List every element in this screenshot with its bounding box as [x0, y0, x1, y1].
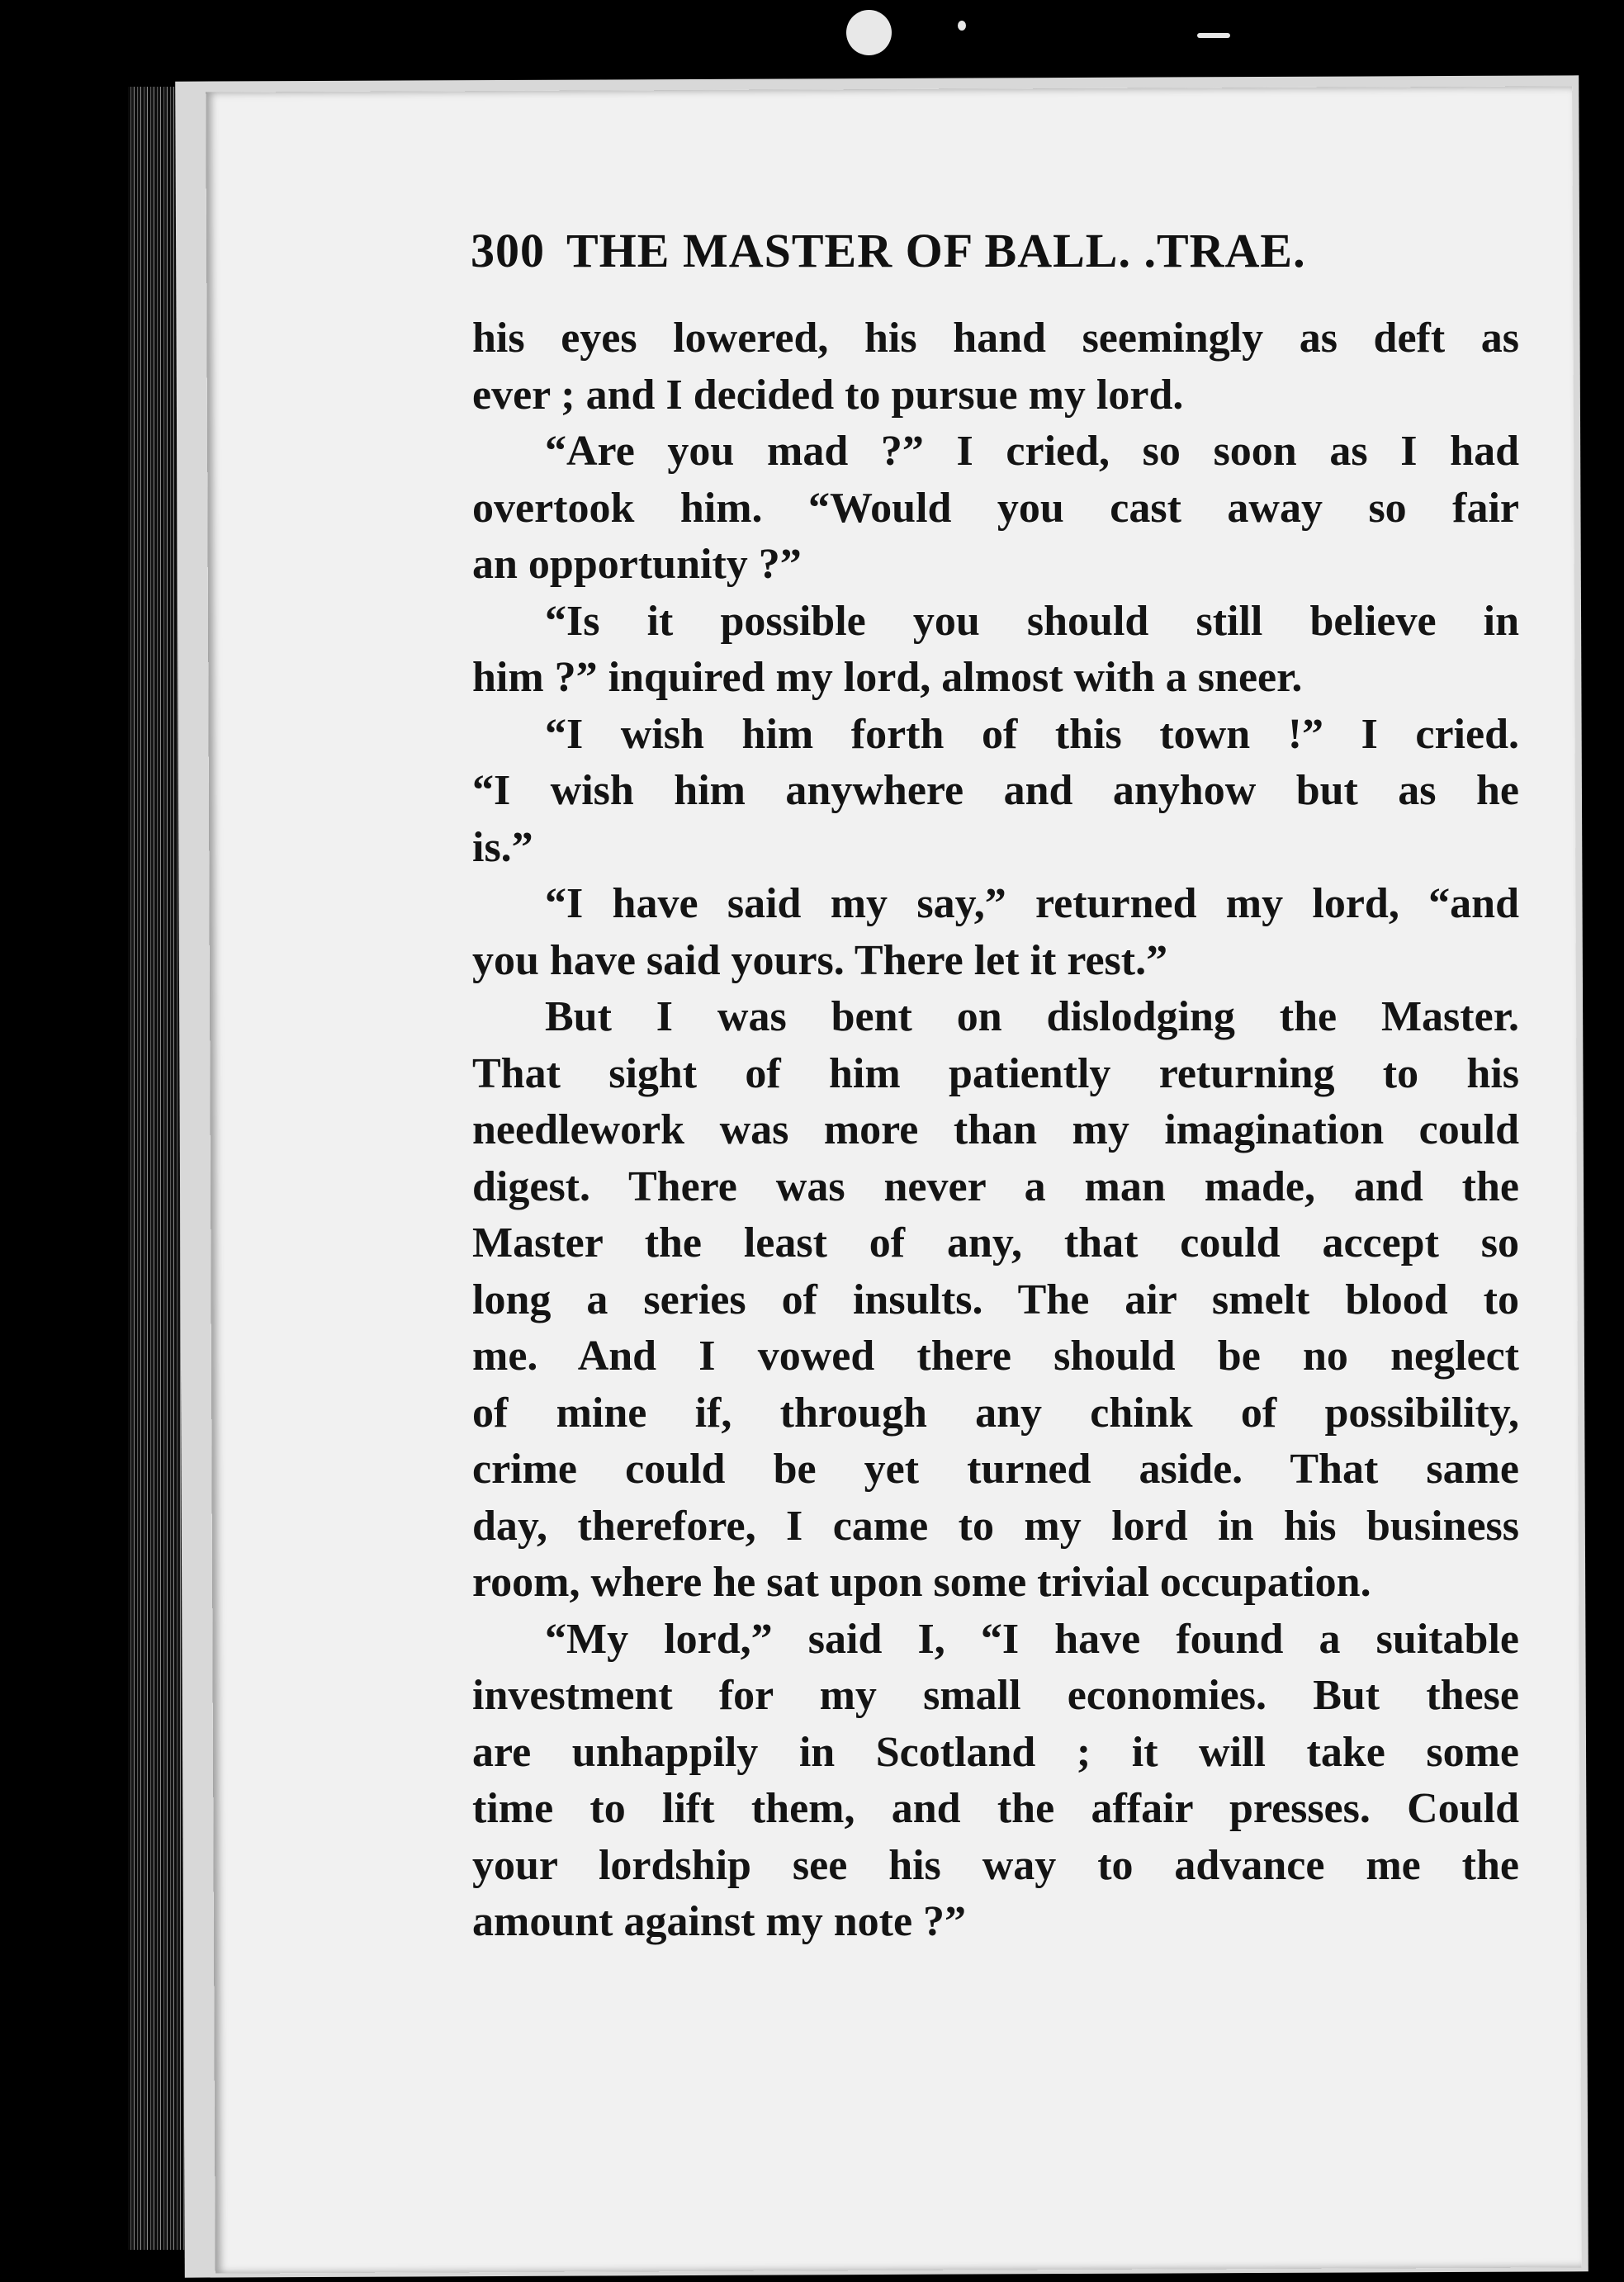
scan-speck	[958, 21, 966, 31]
scan-speck	[1197, 33, 1230, 38]
text-line: of mine if, through any chink of possibility,	[472, 1389, 1519, 1437]
text-line: crime could be yet turned aside. That same	[472, 1446, 1519, 1493]
text-line: investment for my small economies. But these	[472, 1672, 1519, 1719]
text-line: “My lord,” said I, “I have found a suitable	[545, 1615, 1519, 1663]
text-line: digest. There was never a man made, and the	[472, 1162, 1519, 1210]
page-number: 300	[471, 224, 545, 277]
text-line: amount against my note ?”	[472, 1898, 967, 1945]
text-line: time to lift them, and the affair presses. Could	[472, 1785, 1519, 1832]
text-line: day, therefore, I came to my lord in his business	[472, 1502, 1519, 1550]
text-line: your lordship see his way to advance me the	[472, 1841, 1519, 1889]
text-line: That sight of him patiently returning to his	[472, 1049, 1519, 1097]
text-line: is.”	[472, 823, 533, 871]
text-line: But I was bent on dislodging the Master.	[545, 993, 1519, 1040]
text-line: me. And I vowed there should be no neglect	[472, 1333, 1519, 1380]
text-line: ever ; and I decided to pursue my lord.	[472, 371, 1184, 419]
body-text	[472, 310, 1519, 1951]
text-line: Master the least of any, that could accept so	[472, 1219, 1519, 1266]
scan-speck	[846, 10, 892, 55]
running-head	[471, 223, 1412, 278]
text-line: room, where he sat upon some trivial occupation.	[472, 1559, 1371, 1606]
text-line: are unhappily in Scotland ; it will take some	[472, 1728, 1519, 1776]
text-line: an opportunity ?”	[472, 541, 802, 588]
text-line: long a series of insults. The air smelt blood to	[472, 1276, 1519, 1323]
text-line: his eyes lowered, his hand seemingly as deft as	[472, 315, 1519, 362]
text-line: overtook him. “Would you cast away so fair	[472, 484, 1519, 532]
text-line: “Is it possible you should still believe in	[545, 597, 1519, 645]
text-line: “I wish him anywhere and anyhow but as he	[472, 767, 1519, 814]
text-line: “Are you mad ?” I cried, so soon as I had	[545, 428, 1519, 475]
text-line: him ?” inquired my lord, almost with a sneer.	[472, 654, 1303, 701]
text-line: needlework was more than my imagination could	[472, 1106, 1519, 1153]
running-title: THE MASTER OF BALL. .TRAE.	[566, 224, 1306, 277]
text-line: “I have said my say,” returned my lord, “and	[545, 880, 1519, 927]
text-line: you have said yours. There let it rest.”	[472, 936, 1168, 984]
text-line: “I wish him forth of this town !” I cried.	[545, 710, 1519, 758]
